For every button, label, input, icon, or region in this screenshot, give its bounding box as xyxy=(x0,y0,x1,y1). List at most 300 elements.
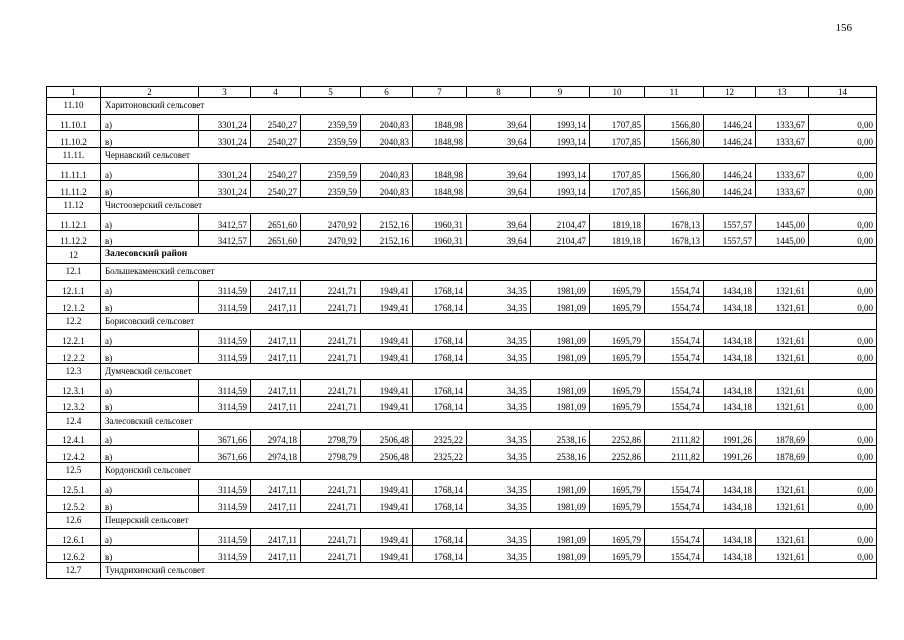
table-cell: 1434,18 xyxy=(704,479,756,496)
table-body xyxy=(47,87,877,579)
table-cell: 1554,74 xyxy=(645,380,704,397)
table-cell: 1768,14 xyxy=(413,380,467,397)
row-subitem: а) xyxy=(101,529,199,546)
table-cell: 1554,74 xyxy=(645,546,704,563)
table-cell: 2470,92 xyxy=(301,230,361,247)
table-cell: 1695,79 xyxy=(590,546,645,563)
table-cell: 1333,67 xyxy=(756,180,809,197)
section-row xyxy=(47,512,877,529)
section-row xyxy=(47,98,877,115)
table-cell: 1554,74 xyxy=(645,496,704,513)
table-cell: 0,00 xyxy=(809,546,877,563)
table-cell: 1695,79 xyxy=(590,346,645,363)
column-header: 7 xyxy=(413,87,467,98)
table-cell: 2417,11 xyxy=(251,330,301,347)
row-subitem: в) xyxy=(101,297,199,314)
section-row xyxy=(47,147,877,164)
table-cell: 0,00 xyxy=(809,230,877,247)
table-cell: 2252,86 xyxy=(590,446,645,463)
table-cell: 2241,71 xyxy=(301,297,361,314)
table-cell: 2111,82 xyxy=(645,429,704,446)
table-cell: 1695,79 xyxy=(590,330,645,347)
column-header: 14 xyxy=(809,87,877,98)
table-cell: 1707,85 xyxy=(590,114,645,131)
table-cell: 2359,59 xyxy=(301,131,361,148)
table-cell: 1445,00 xyxy=(756,230,809,247)
table-cell: 34,35 xyxy=(467,346,531,363)
table-cell: 1960,31 xyxy=(413,214,467,231)
table-cell: 1949,41 xyxy=(361,479,413,496)
table-cell: 1566,80 xyxy=(645,164,704,181)
row-code: 11.10.1 xyxy=(47,114,101,131)
table-cell: 2111,82 xyxy=(645,446,704,463)
settlement-name: Пещерский сельсовет xyxy=(101,512,877,529)
table-cell: 2470,92 xyxy=(301,214,361,231)
table-cell: 1678,13 xyxy=(645,230,704,247)
table-cell: 1819,18 xyxy=(590,230,645,247)
table-cell: 34,35 xyxy=(467,429,531,446)
row-code: 12.6 xyxy=(47,512,101,529)
table-cell: 2359,59 xyxy=(301,180,361,197)
table-cell: 2538,16 xyxy=(531,446,590,463)
table-cell: 1554,74 xyxy=(645,280,704,297)
table-cell: 1707,85 xyxy=(590,131,645,148)
row-code: 12.3.2 xyxy=(47,396,101,413)
table-cell: 1848,98 xyxy=(413,131,467,148)
table-cell: 1434,18 xyxy=(704,280,756,297)
table-row xyxy=(47,214,877,231)
table-cell: 39,64 xyxy=(467,214,531,231)
table-cell: 2798,79 xyxy=(301,446,361,463)
table-cell: 1695,79 xyxy=(590,380,645,397)
table-cell: 39,64 xyxy=(467,164,531,181)
table-cell: 1554,74 xyxy=(645,479,704,496)
row-code: 12.3 xyxy=(47,363,101,380)
row-subitem: в) xyxy=(101,496,199,513)
table-row xyxy=(47,546,877,563)
row-subitem: а) xyxy=(101,214,199,231)
row-code: 12.4.1 xyxy=(47,429,101,446)
table-cell: 1949,41 xyxy=(361,330,413,347)
table-cell: 1949,41 xyxy=(361,529,413,546)
table-cell: 1557,57 xyxy=(704,214,756,231)
settlement-name: Чистоозерский сельсовет xyxy=(101,197,877,214)
table-cell: 1768,14 xyxy=(413,297,467,314)
table-cell: 1981,09 xyxy=(531,529,590,546)
table-cell: 2040,83 xyxy=(361,114,413,131)
table-cell: 1768,14 xyxy=(413,330,467,347)
row-code: 12.6.2 xyxy=(47,546,101,563)
row-subitem: а) xyxy=(101,330,199,347)
row-code: 12.3.1 xyxy=(47,380,101,397)
row-subitem: в) xyxy=(101,230,199,247)
table-row xyxy=(47,230,877,247)
table-cell: 1768,14 xyxy=(413,280,467,297)
settlement-name: Харитоновский сельсовет xyxy=(101,98,877,115)
table-cell: 0,00 xyxy=(809,330,877,347)
row-code: 12.1.2 xyxy=(47,297,101,314)
table-cell: 3114,59 xyxy=(199,546,251,563)
table-cell: 1993,14 xyxy=(531,180,590,197)
table-cell: 0,00 xyxy=(809,529,877,546)
column-header: 4 xyxy=(251,87,301,98)
table-cell: 34,35 xyxy=(467,479,531,496)
table-cell: 2241,71 xyxy=(301,330,361,347)
table-cell: 34,35 xyxy=(467,396,531,413)
table-cell: 2359,59 xyxy=(301,114,361,131)
table-cell: 34,35 xyxy=(467,330,531,347)
table-cell: 2104,47 xyxy=(531,230,590,247)
table-cell: 1981,09 xyxy=(531,330,590,347)
table-cell: 2252,86 xyxy=(590,429,645,446)
table-cell: 2152,16 xyxy=(361,214,413,231)
row-code: 12.5.2 xyxy=(47,496,101,513)
row-code: 12 xyxy=(47,247,101,264)
table-cell: 2417,11 xyxy=(251,546,301,563)
table-cell: 1695,79 xyxy=(590,396,645,413)
table-cell: 1949,41 xyxy=(361,546,413,563)
page-number: 156 xyxy=(835,22,852,34)
section-row xyxy=(47,363,877,380)
table-cell: 1981,09 xyxy=(531,297,590,314)
column-header: 6 xyxy=(361,87,413,98)
row-subitem: в) xyxy=(101,396,199,413)
tariff-table xyxy=(46,86,877,579)
row-code: 11.12 xyxy=(47,197,101,214)
table-cell: 2241,71 xyxy=(301,546,361,563)
table-row xyxy=(47,164,877,181)
row-subitem: в) xyxy=(101,180,199,197)
table-cell: 1848,98 xyxy=(413,164,467,181)
table-cell: 1446,24 xyxy=(704,164,756,181)
table-cell: 0,00 xyxy=(809,214,877,231)
table-cell: 2417,11 xyxy=(251,346,301,363)
district-row xyxy=(47,247,877,264)
table-row xyxy=(47,429,877,446)
table-cell: 3114,59 xyxy=(199,529,251,546)
table-cell: 1554,74 xyxy=(645,529,704,546)
column-header: 3 xyxy=(199,87,251,98)
table-cell: 34,35 xyxy=(467,297,531,314)
table-cell: 1981,09 xyxy=(531,380,590,397)
table-cell: 0,00 xyxy=(809,280,877,297)
section-row xyxy=(47,463,877,480)
table-cell: 1768,14 xyxy=(413,529,467,546)
row-subitem: а) xyxy=(101,280,199,297)
table-row xyxy=(47,446,877,463)
table-cell: 0,00 xyxy=(809,479,877,496)
column-header: 12 xyxy=(704,87,756,98)
table-cell: 1321,61 xyxy=(756,546,809,563)
row-code: 12.7 xyxy=(47,562,101,579)
table-cell: 2417,11 xyxy=(251,496,301,513)
table-cell: 2040,83 xyxy=(361,131,413,148)
table-cell: 1695,79 xyxy=(590,280,645,297)
table-cell: 1993,14 xyxy=(531,164,590,181)
column-header: 5 xyxy=(301,87,361,98)
row-subitem: в) xyxy=(101,546,199,563)
table-cell: 1445,00 xyxy=(756,214,809,231)
table-cell: 1819,18 xyxy=(590,214,645,231)
table-row xyxy=(47,180,877,197)
table-row xyxy=(47,131,877,148)
table-cell: 1949,41 xyxy=(361,496,413,513)
table-cell: 2417,11 xyxy=(251,280,301,297)
table-cell: 0,00 xyxy=(809,297,877,314)
table-cell: 1981,09 xyxy=(531,496,590,513)
table-cell: 1321,61 xyxy=(756,529,809,546)
table-cell: 2540,27 xyxy=(251,164,301,181)
settlement-name: Борисовский сельсовет xyxy=(101,313,877,330)
district-name: Залесовский район xyxy=(101,247,877,264)
table-cell: 3114,59 xyxy=(199,496,251,513)
row-subitem: а) xyxy=(101,479,199,496)
table-cell: 1446,24 xyxy=(704,131,756,148)
table-cell: 2241,71 xyxy=(301,380,361,397)
table-cell: 34,35 xyxy=(467,546,531,563)
column-header: 10 xyxy=(590,87,645,98)
table-cell: 0,00 xyxy=(809,164,877,181)
table-cell: 1333,67 xyxy=(756,131,809,148)
table-row xyxy=(47,529,877,546)
row-code: 11.11.1 xyxy=(47,164,101,181)
column-header: 11 xyxy=(645,87,704,98)
settlement-name: Чернавский сельсовет xyxy=(101,147,877,164)
table-cell: 2359,59 xyxy=(301,164,361,181)
table-cell: 1554,74 xyxy=(645,330,704,347)
table-cell: 1434,18 xyxy=(704,529,756,546)
table-cell: 0,00 xyxy=(809,131,877,148)
table-cell: 2974,18 xyxy=(251,446,301,463)
table-row xyxy=(47,380,877,397)
table-cell: 1981,09 xyxy=(531,546,590,563)
table-cell: 3412,57 xyxy=(199,230,251,247)
row-code: 12.5.1 xyxy=(47,479,101,496)
table-cell: 34,35 xyxy=(467,529,531,546)
row-subitem: в) xyxy=(101,446,199,463)
table-cell: 2651,60 xyxy=(251,230,301,247)
row-code: 12.4.2 xyxy=(47,446,101,463)
table-cell: 1434,18 xyxy=(704,297,756,314)
settlement-name: Большекаменский сельсовет xyxy=(101,263,877,280)
table-cell: 1557,57 xyxy=(704,230,756,247)
table-cell: 3301,24 xyxy=(199,180,251,197)
table-cell: 3114,59 xyxy=(199,280,251,297)
table-cell: 3114,59 xyxy=(199,380,251,397)
row-code: 11.12.1 xyxy=(47,214,101,231)
table-cell: 1949,41 xyxy=(361,297,413,314)
row-code: 12.2.1 xyxy=(47,330,101,347)
table-cell: 1949,41 xyxy=(361,396,413,413)
settlement-name: Думчевский сельсовет xyxy=(101,363,877,380)
row-subitem: в) xyxy=(101,346,199,363)
column-header: 2 xyxy=(101,87,199,98)
table-cell: 1434,18 xyxy=(704,546,756,563)
table-cell: 39,64 xyxy=(467,114,531,131)
table-cell: 1333,67 xyxy=(756,164,809,181)
table-cell: 2538,16 xyxy=(531,429,590,446)
table-header-row xyxy=(47,87,877,98)
table-cell: 1434,18 xyxy=(704,496,756,513)
table-cell: 1707,85 xyxy=(590,180,645,197)
table-cell: 2241,71 xyxy=(301,479,361,496)
table-cell: 1321,61 xyxy=(756,280,809,297)
table-cell: 1707,85 xyxy=(590,164,645,181)
row-code: 12.1 xyxy=(47,263,101,280)
row-subitem: а) xyxy=(101,429,199,446)
table-cell: 3114,59 xyxy=(199,297,251,314)
table-row xyxy=(47,496,877,513)
column-header: 9 xyxy=(531,87,590,98)
table-cell: 3114,59 xyxy=(199,479,251,496)
table-cell: 1848,98 xyxy=(413,114,467,131)
table-cell: 1321,61 xyxy=(756,380,809,397)
section-row xyxy=(47,313,877,330)
table-cell: 0,00 xyxy=(809,429,877,446)
table-cell: 0,00 xyxy=(809,346,877,363)
table-cell: 2506,48 xyxy=(361,429,413,446)
table-cell: 0,00 xyxy=(809,380,877,397)
settlement-name: Залесовский сельсовет xyxy=(101,413,877,430)
row-code: 12.6.1 xyxy=(47,529,101,546)
section-row xyxy=(47,197,877,214)
table-cell: 34,35 xyxy=(467,380,531,397)
table-cell: 3671,66 xyxy=(199,446,251,463)
table-cell: 34,35 xyxy=(467,496,531,513)
table-cell: 1695,79 xyxy=(590,297,645,314)
table-cell: 1566,80 xyxy=(645,131,704,148)
table-cell: 1768,14 xyxy=(413,346,467,363)
table-row xyxy=(47,280,877,297)
table-cell: 1960,31 xyxy=(413,230,467,247)
table-cell: 2241,71 xyxy=(301,396,361,413)
row-code: 11.10.2 xyxy=(47,131,101,148)
table-cell: 1566,80 xyxy=(645,114,704,131)
table-cell: 1991,26 xyxy=(704,429,756,446)
table-cell: 1768,14 xyxy=(413,546,467,563)
table-cell: 2540,27 xyxy=(251,131,301,148)
row-code: 11.10 xyxy=(47,98,101,115)
table-cell: 2974,18 xyxy=(251,429,301,446)
table-cell: 0,00 xyxy=(809,396,877,413)
table-cell: 2417,11 xyxy=(251,529,301,546)
row-subitem: в) xyxy=(101,131,199,148)
table-cell: 2798,79 xyxy=(301,429,361,446)
table-cell: 3301,24 xyxy=(199,131,251,148)
row-subitem: а) xyxy=(101,164,199,181)
table-cell: 1768,14 xyxy=(413,479,467,496)
row-code: 12.2 xyxy=(47,313,101,330)
table-cell: 0,00 xyxy=(809,114,877,131)
table-cell: 1949,41 xyxy=(361,346,413,363)
table-cell: 2152,16 xyxy=(361,230,413,247)
table-cell: 1321,61 xyxy=(756,330,809,347)
table-cell: 2540,27 xyxy=(251,180,301,197)
table-cell: 2241,71 xyxy=(301,346,361,363)
table-cell: 1981,09 xyxy=(531,346,590,363)
table-cell: 1333,67 xyxy=(756,114,809,131)
table-cell: 1991,26 xyxy=(704,446,756,463)
table-cell: 2241,71 xyxy=(301,496,361,513)
row-code: 12.1.1 xyxy=(47,280,101,297)
table-cell: 3301,24 xyxy=(199,114,251,131)
table-cell: 2325,22 xyxy=(413,446,467,463)
table-cell: 3114,59 xyxy=(199,346,251,363)
table-cell: 2417,11 xyxy=(251,479,301,496)
column-header: 8 xyxy=(467,87,531,98)
table-cell: 1878,69 xyxy=(756,446,809,463)
table-row xyxy=(47,297,877,314)
row-code: 12.2.2 xyxy=(47,346,101,363)
row-code: 11.11. xyxy=(47,147,101,164)
row-subitem: а) xyxy=(101,114,199,131)
table-cell: 2651,60 xyxy=(251,214,301,231)
row-code: 12.4 xyxy=(47,413,101,430)
table-cell: 1993,14 xyxy=(531,114,590,131)
table-cell: 2104,47 xyxy=(531,214,590,231)
table-row xyxy=(47,114,877,131)
table-cell: 2241,71 xyxy=(301,529,361,546)
table-cell: 1949,41 xyxy=(361,280,413,297)
table-cell: 1949,41 xyxy=(361,380,413,397)
table-cell: 3301,24 xyxy=(199,164,251,181)
settlement-name: Кордонский сельсовет xyxy=(101,463,877,480)
table-row xyxy=(47,346,877,363)
table-cell: 2417,11 xyxy=(251,396,301,413)
table-cell: 1321,61 xyxy=(756,479,809,496)
table-cell: 1981,09 xyxy=(531,479,590,496)
table-cell: 39,64 xyxy=(467,131,531,148)
table-cell: 1695,79 xyxy=(590,529,645,546)
table-cell: 1321,61 xyxy=(756,297,809,314)
table-cell: 1678,13 xyxy=(645,214,704,231)
table-cell: 3114,59 xyxy=(199,330,251,347)
table-cell: 1554,74 xyxy=(645,396,704,413)
table-cell: 3671,66 xyxy=(199,429,251,446)
table-cell: 1981,09 xyxy=(531,280,590,297)
column-header: 13 xyxy=(756,87,809,98)
table-cell: 1321,61 xyxy=(756,496,809,513)
table-cell: 1695,79 xyxy=(590,496,645,513)
table-cell: 1768,14 xyxy=(413,396,467,413)
table-cell: 1434,18 xyxy=(704,330,756,347)
table-cell: 1434,18 xyxy=(704,396,756,413)
table-cell: 3412,57 xyxy=(199,214,251,231)
column-header: 1 xyxy=(47,87,101,98)
table-cell: 1434,18 xyxy=(704,380,756,397)
table-cell: 39,64 xyxy=(467,180,531,197)
row-code: 12.5 xyxy=(47,463,101,480)
table-cell: 34,35 xyxy=(467,446,531,463)
row-subitem: а) xyxy=(101,380,199,397)
section-row xyxy=(47,413,877,430)
table-cell: 2540,27 xyxy=(251,114,301,131)
table-row xyxy=(47,396,877,413)
table-cell: 3114,59 xyxy=(199,396,251,413)
table-cell: 1695,79 xyxy=(590,479,645,496)
table-row xyxy=(47,330,877,347)
table-row xyxy=(47,479,877,496)
table-cell: 2040,83 xyxy=(361,180,413,197)
table-cell: 1321,61 xyxy=(756,396,809,413)
table-cell: 0,00 xyxy=(809,496,877,513)
table-cell: 0,00 xyxy=(809,446,877,463)
table-cell: 2417,11 xyxy=(251,380,301,397)
table-cell: 2241,71 xyxy=(301,280,361,297)
table-cell: 1446,24 xyxy=(704,180,756,197)
table-cell: 1981,09 xyxy=(531,396,590,413)
section-row xyxy=(47,263,877,280)
